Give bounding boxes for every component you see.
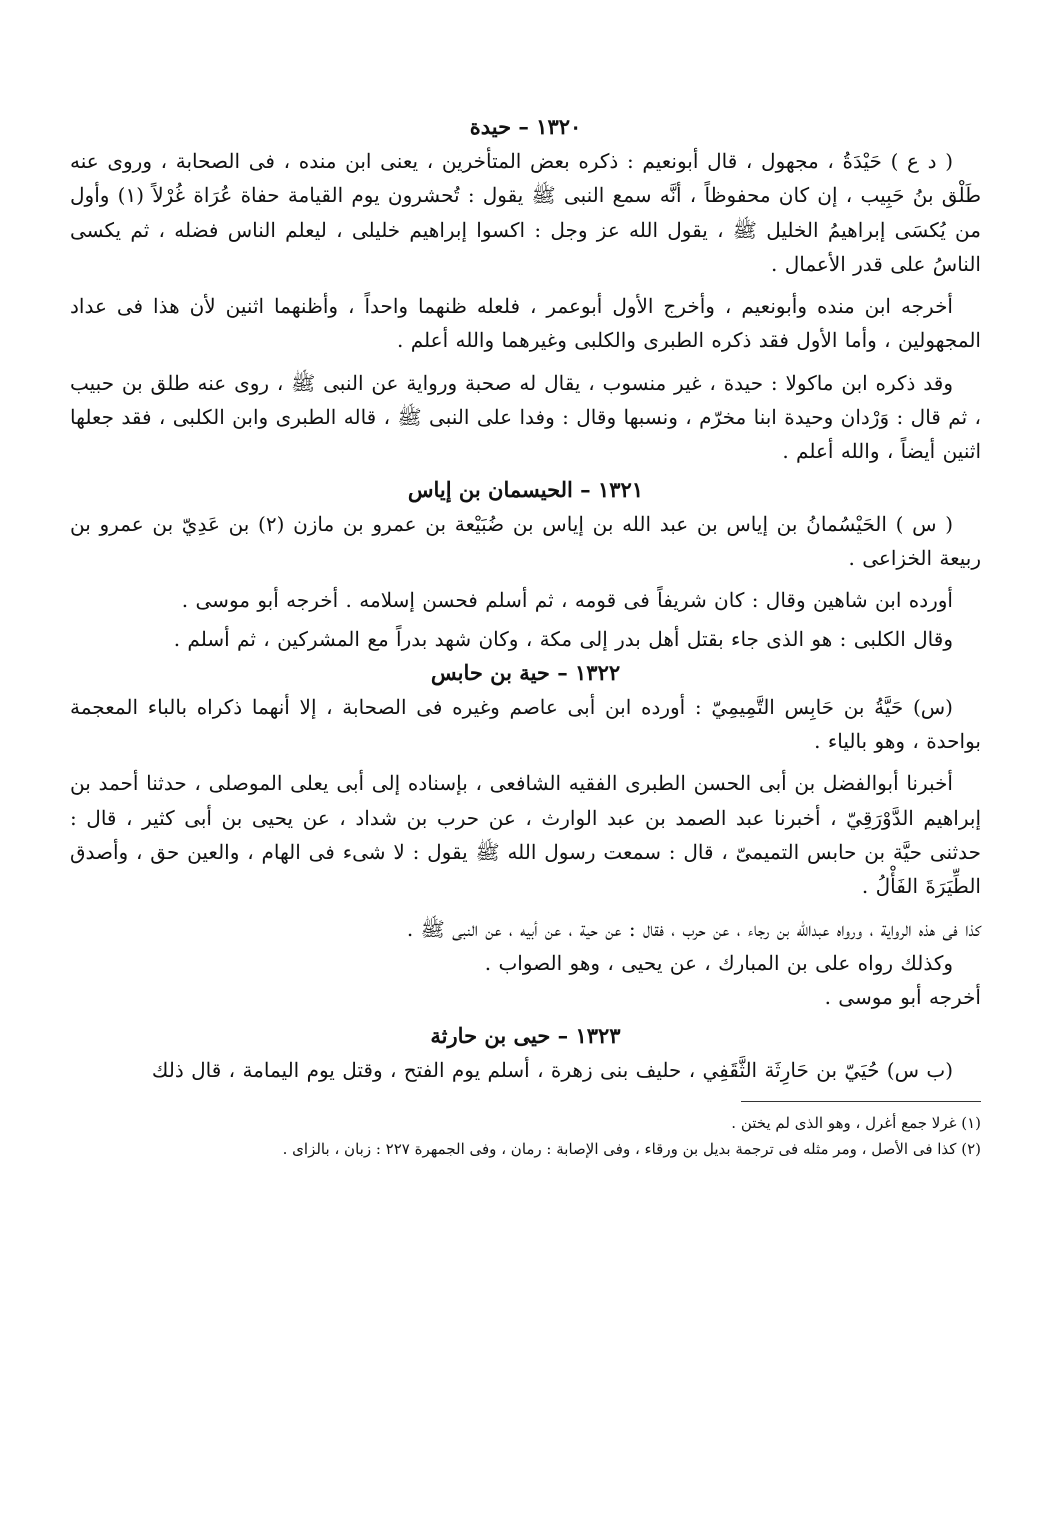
entry-heading: ١٣٢٠ – حيدة xyxy=(469,114,582,139)
entry-paragraph: أورده ابن شاهين وقال : كان شريفاً فى قومه ، ثم أسلم فحسن إسلامه . أخرجه أبو موسى . xyxy=(181,588,953,613)
entry-1323 xyxy=(70,1019,981,1087)
entry-heading: ١٣٢١ – الحيسمان بن إياس xyxy=(407,476,644,502)
entry-paragraph: (ب س) حُيَيّ بن حَارِثَة الثَّقَفِي ، حليف بنى زهرة ، أسلم يوم الفتح ، وقتل يوم اليمامة ، قال ذلك xyxy=(151,1057,953,1082)
entry-paragraph: وكذلك رواه على بن المبارك ، عن يحيى ، وهو الصواب . xyxy=(484,950,953,975)
footnote-divider xyxy=(741,1101,981,1102)
footnote: (١) غرلا جمع أغرل ، وهو الذى لم يختن . xyxy=(731,1113,981,1132)
entry-1322 xyxy=(70,656,981,1015)
footnotes xyxy=(70,1110,981,1162)
entry-1320 xyxy=(70,110,981,469)
entry-paragraph: وقد ذكره ابن ماكولا : حيدة ، غير منسوب ، يقال له صحبة ورواية عن النبى ﷺ ، روى عنه طلق بن حبيب ، ثم قال : وَرْدان وحيدة ابنا مخرّم ، ونسبها وقال : وفدا على النبى ﷺ ، قاله الطبرى وابن الكلبى ، فقد جعلها اثنين أيضاً ، والله أعلم . xyxy=(70,370,981,464)
entry-paragraph: أخرجه ابن منده وأبونعيم ، وأخرج الأول أبوعمر ، فلعله ظنهما واحداً ، وأظنهما اثنين لأن هذا فى عداد المجهولين ، وأما الأول فقد ذكره الطبرى والكلبى وغيرهما والله أعلم . xyxy=(70,294,981,353)
entry-1321 xyxy=(70,473,981,656)
entry-paragraph: ( د ع ) حَيْدَةُ ، مجهول ، قال أبونعيم : ذكره بعض المتأخرين ، يعنى ابن منده ، فى الصحابة ، وروى عنه طَلْق بنُ حَبِيب ، إن كان محفوظاً ، أنَّه سمع النبى ﷺ يقول : تُحشرون يوم القيامة حفاة عُرَاة غُرْلاً (١) وأول من يُكسَى إبراهيمُ الخليل ﷺ ، يقول الله عز وجل : اكسوا إبراهيم خليلى ، ليعلم الناس فضله ، ثم يكسى الناسُ على قدر الأعمال . xyxy=(70,149,981,276)
entry-heading: ١٣٢٢ – حية بن حابس xyxy=(430,659,621,685)
footnote: (٢) كذا فى الأصل ، ومر مثله فى ترجمة بديل بن ورقاء ، وفى الإصابة : رمان ، وفى الجمهرة ٢٢٧ : زبان ، بالزاى . xyxy=(282,1139,981,1158)
entry-paragraph: ( س ) الحَيْسُمانُ بن إياس بن عبد الله بن إياس بن ضُبَيْعة بن عمرو بن مازن (٢) بن عَدِيّ بن عمرو بن ربيعة الخزاعى . xyxy=(70,511,981,570)
entry-paragraph: كذا فى هذه الرواية ، ورواه عبدالله بن رجاء ، عن حرب ، فقال : عن حية ، عن أبيه ، عن النبى ﷺ . xyxy=(406,916,981,941)
entry-paragraph: أخرجه أبو موسى . xyxy=(824,985,981,1010)
entry-paragraph: أخبرنا أبوالفضل بن أبى الحسن الطبرى الفقيه الشافعى ، بإسناده إلى أبى يعلى الموصلى ، حدثنا أحمد بن إبراهيم الدَّوْرَقِيّ ، أخبرنا عبد الصمد بن عبد الوارث ، عن حرب بن شداد ، عن يحيى بن أبى كثير ، قال : حدثنى حيَّة بن حابس التميمىّ ، قال : سمعت رسول الله ﷺ يقول : لا شىء فى الهام ، والعين حق ، وأصدق الطِّيَرَةَ الفَأْلُ . xyxy=(70,771,981,899)
entry-heading: ١٣٢٣ – حيى بن حارثة xyxy=(430,1022,621,1048)
entry-paragraph: وقال الكلبى : هو الذى جاء بقتل أهل بدر إلى مكة ، وكان شهد بدراً مع المشركين ، ثم أسلم . xyxy=(173,626,953,651)
entry-paragraph: (س) حَيَّةُ بن حَابِس التَّمِيمِيّ : أورده ابن أبى عاصم وغيره فى الصحابة ، إلا أنهما ذكراه بالباء المعجمة بواحدة ، وهو بالياء . xyxy=(70,694,981,754)
